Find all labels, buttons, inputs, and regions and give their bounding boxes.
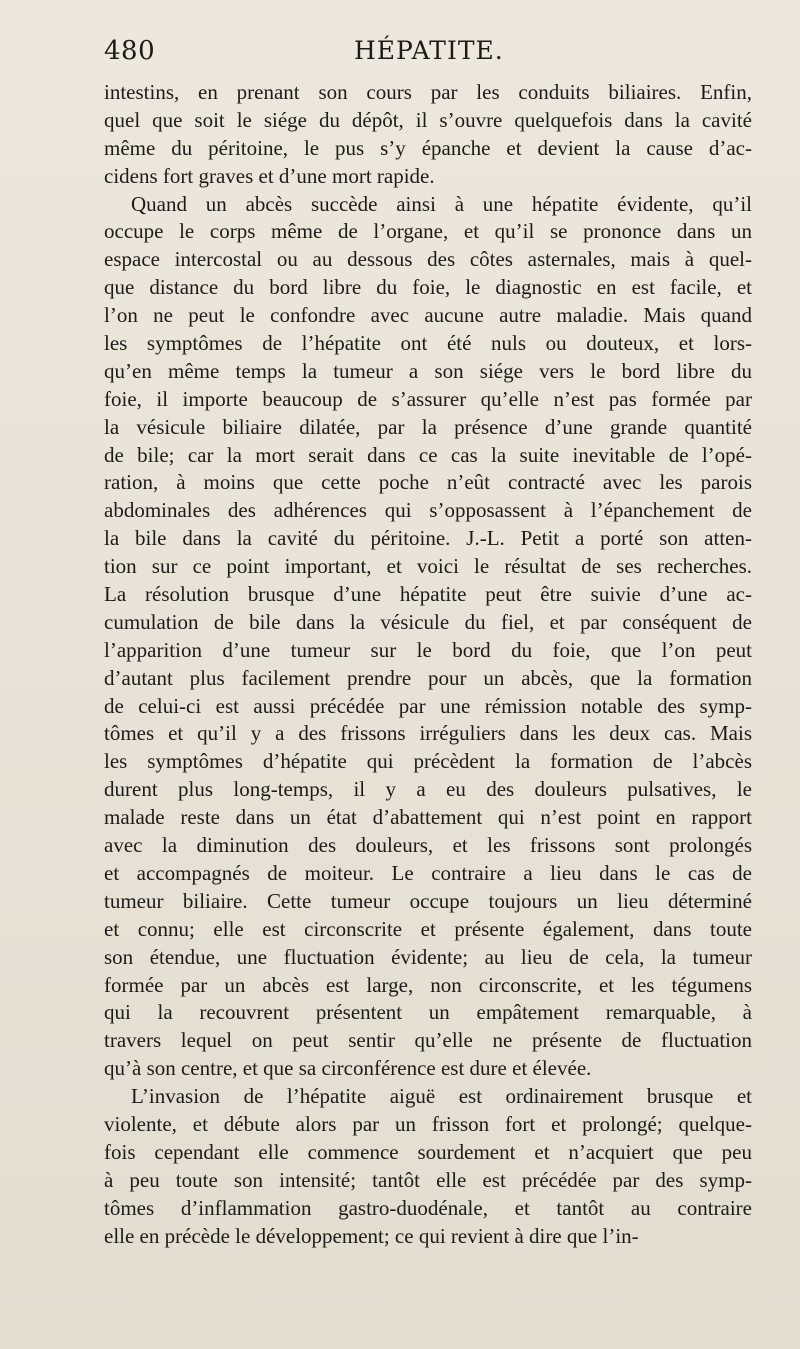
text-line: la bile dans la cavité du péritoine. J.-L. Petit a porté son atten-	[104, 526, 752, 551]
text-line: ration, à moins que cette poche n’eût contracté avec les parois	[104, 470, 752, 495]
running-title: HÉPATITE.	[354, 36, 504, 65]
text-line: les symptômes de l’hépatite ont été nuls ou douteux, et lors-	[104, 331, 752, 356]
text-line: qu’en même temps la tumeur a son siége vers le bord libre du	[104, 358, 752, 383]
text-line: tion sur ce point important, et voici le résultat de ses recherches.	[104, 554, 752, 579]
text-line: que distance du bord libre du foie, le diagnostic en est facile, et	[104, 275, 752, 300]
text-line: et accompagnés de moiteur. Le contraire a lieu dans le cas de	[104, 860, 752, 885]
text-line: Quand un abcès succède ainsi à une hépatite évidente, qu’il	[131, 191, 752, 216]
text-line: son étendue, une fluctuation évidente; au lieu de cela, la tumeur	[104, 944, 752, 969]
body-text	[104, 79, 752, 1250]
text-line: formée par un abcès est large, non circonscrite, et les tégumens	[104, 972, 752, 997]
page-header	[104, 36, 752, 72]
text-line: durent plus long-temps, il y a eu des douleurs pulsatives, le	[104, 777, 752, 802]
text-line: espace intercostal ou au dessous des côtes asternales, mais à quel-	[104, 247, 752, 272]
text-line: de bile; car la mort serait dans ce cas la suite inevitable de l’opé-	[104, 442, 752, 467]
text-line: violente, et débute alors par un frisson fort et prolongé; quelque-	[104, 1111, 752, 1136]
text-line: et connu; elle est circonscrite et présente également, dans toute	[104, 916, 752, 941]
text-line: cidens fort graves et d’une mort rapide.	[104, 163, 435, 188]
text-line: cumulation de bile dans la vésicule du fiel, et par conséquent de	[104, 609, 752, 634]
text-line: L’invasion de l’hépatite aiguë est ordinairement brusque et	[131, 1084, 752, 1109]
text-line: d’autant plus facilement prendre pour un abcès, que la formation	[104, 665, 752, 690]
text-line: malade reste dans un état d’abattement qui n’est point en rapport	[104, 805, 752, 830]
text-line: abdominales des adhérences qui s’opposassent à l’épanchement de	[104, 498, 752, 523]
text-line: avec la diminution des douleurs, et les frissons sont prolongés	[104, 833, 752, 858]
text-line: travers lequel on peut sentir qu’elle ne présente de fluctuation	[104, 1028, 752, 1053]
text-line: qu’à son centre, et que sa circonférence est dure et élevée.	[104, 1056, 592, 1081]
text-line: elle en précède le développement; ce qui revient à dire que l’in-	[104, 1223, 639, 1248]
text-line: tômes d’inflammation gastro-duodénale, et tantôt au contraire	[104, 1195, 752, 1220]
text-line: tômes et qu’il y a des frissons irréguliers dans les deux cas. Mais	[104, 721, 752, 746]
text-line: la vésicule biliaire dilatée, par la présence d’une grande quantité	[104, 414, 752, 439]
text-line: tumeur biliaire. Cette tumeur occupe toujours un lieu déterminé	[104, 888, 752, 913]
text-line: quel que soit le siége du dépôt, il s’ouvre quelquefois dans la cavité	[104, 107, 752, 132]
text-line: intestins, en prenant son cours par les conduits biliaires. Enfin,	[104, 80, 752, 104]
text-line: même du péritoine, le pus s’y épanche et devient la cause d’ac-	[104, 135, 752, 160]
text-line: de celui-ci est aussi précédée par une rémission notable des symp-	[104, 693, 752, 718]
text-line: La résolution brusque d’une hépatite peut être suivie d’une ac-	[104, 582, 752, 607]
text-line: occupe le corps même de l’organe, et qu’il se prononce dans un	[104, 219, 752, 244]
text-line: qui la recouvrent présentent un empâtement remarquable, à	[104, 1000, 752, 1025]
text-line: foie, il importe beaucoup de s’assurer qu’elle n’est pas formée par	[104, 386, 752, 411]
page-number: 480	[104, 36, 156, 66]
text-line: fois cependant elle commence sourdement et n’acquiert que peu	[104, 1139, 752, 1164]
text-line: l’on ne peut le confondre avec aucune autre maladie. Mais quand	[104, 303, 752, 328]
text-line: l’apparition d’une tumeur sur le bord du foie, que l’on peut	[104, 637, 752, 662]
text-line: les symptômes d’hépatite qui précèdent la formation de l’abcès	[104, 749, 752, 774]
text-line: à peu toute son intensité; tantôt elle est précédée par des symp-	[104, 1167, 752, 1192]
